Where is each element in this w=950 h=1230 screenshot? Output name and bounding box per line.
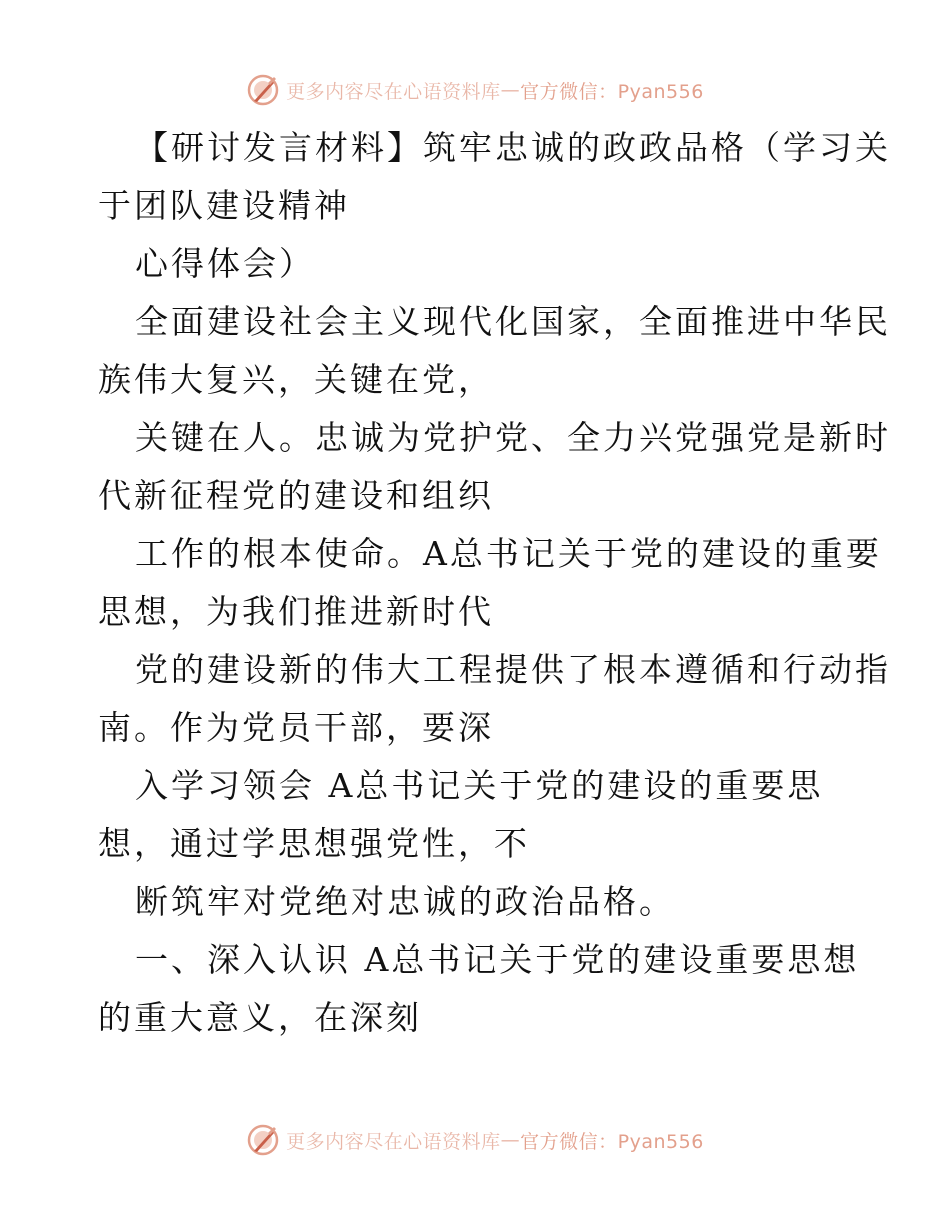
paragraph-line: 断筑牢对党绝对忠诚的政治品格。 bbox=[135, 882, 675, 921]
watermark-wechat-text: 官方微信：Pyan556 bbox=[520, 1130, 704, 1153]
section-heading-line: 一、深入认识 A总书记关于党的建设重要思想 bbox=[135, 940, 860, 979]
header-watermark bbox=[0, 70, 950, 110]
quill-seal-icon bbox=[246, 1123, 280, 1157]
paragraph-line: 关键在人。忠诚为党护党、全力兴党强党是新时 bbox=[135, 418, 891, 457]
paragraph-line: 想，通过学思想强党性，不 bbox=[98, 824, 530, 863]
watermark-main-text: 更多内容尽在心语资料库 bbox=[286, 1130, 501, 1153]
paragraph-line: 全面建设社会主义现代化国家，全面推进中华民 bbox=[135, 302, 891, 341]
paragraph-line: 入学习领会 A总书记关于党的建设的重要思 bbox=[135, 766, 824, 805]
document-title-line: 于团队建设精神 bbox=[98, 186, 350, 225]
document-title-line: 【研讨发言材料】筑牢忠诚的政政品格（学习关 bbox=[135, 128, 891, 167]
watermark-separator: — bbox=[500, 79, 521, 101]
quill-seal-icon bbox=[246, 73, 280, 107]
paragraph-line: 南。作为党员干部，要深 bbox=[98, 708, 494, 747]
footer-watermark bbox=[0, 1120, 950, 1160]
paragraph-line: 代新征程党的建设和组织 bbox=[98, 476, 494, 515]
paragraph-line: 族伟大复兴，关键在党， bbox=[98, 360, 494, 399]
paragraph-line: 党的建设新的伟大工程提供了根本遵循和行动指 bbox=[135, 650, 891, 689]
document-title-line: 心得体会） bbox=[135, 244, 315, 283]
section-heading-line: 的重大意义，在深刻 bbox=[98, 998, 422, 1037]
watermark-wechat-text: 官方微信：Pyan556 bbox=[520, 80, 704, 103]
watermark-main-text: 更多内容尽在心语资料库 bbox=[286, 80, 501, 103]
paragraph-line: 思想，为我们推进新时代 bbox=[98, 592, 494, 631]
paragraph-line: 工作的根本使命。A总书记关于党的建设的重要 bbox=[135, 534, 882, 573]
watermark-separator: — bbox=[500, 1129, 521, 1151]
